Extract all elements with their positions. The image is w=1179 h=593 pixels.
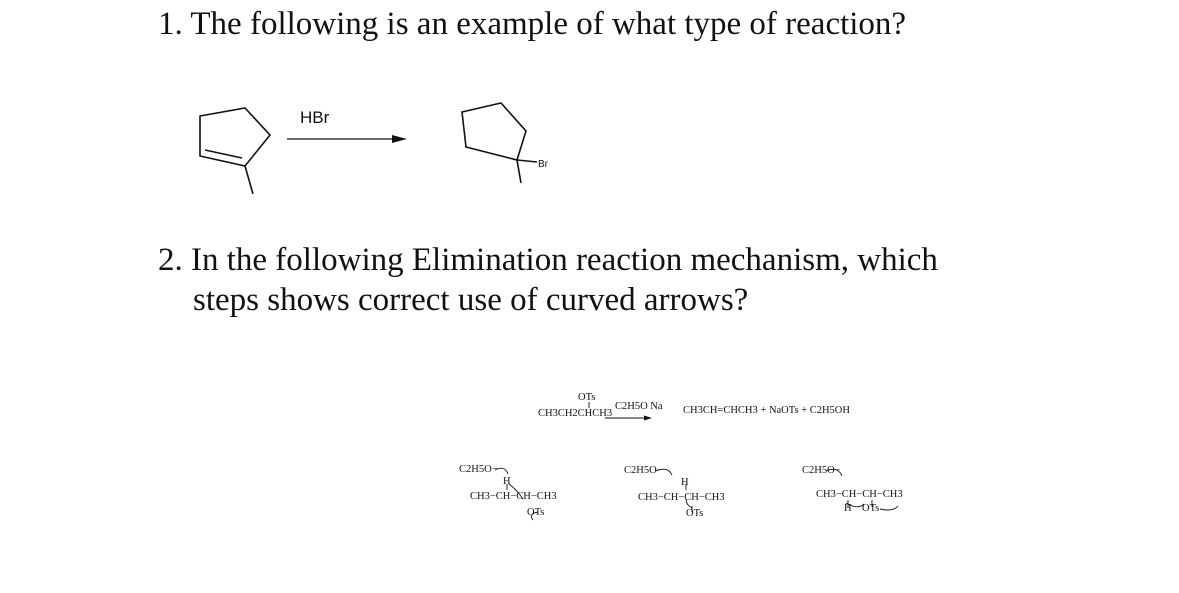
product-substituent-label: Br [538, 159, 548, 170]
option-c-base: C2H5O− [802, 465, 841, 476]
option-c-chain: CH3−CH−CH−CH3 [816, 489, 903, 500]
overall-substrate: CH3CH2CHCH3 [538, 408, 613, 419]
reaction-arrow [287, 135, 407, 143]
option-a-hydrogen: H [503, 476, 511, 487]
overall-leaving-group: OTs [578, 392, 596, 403]
option-a-base: C2H5O− [459, 464, 498, 475]
option-b-base: C2H5O− [624, 465, 663, 476]
question-1-text: 1. The following is an example of what type of reaction? [158, 6, 907, 42]
bromomethylcyclopentane-structure [462, 103, 537, 183]
option-c-leaving-group: OTs [862, 503, 880, 514]
overall-reagent: C2H5O Na [615, 401, 663, 412]
option-b-leaving-group: OTs [686, 508, 704, 519]
option-a-leaving-group: OTs [527, 507, 545, 518]
option-b-chain: CH3−CH−CH−CH3 [638, 492, 725, 503]
option-c-hydrogen: H [844, 503, 852, 514]
question-2-text-line-1: 2. In the following Elimination reaction mechanism, which [158, 242, 938, 278]
overall-products: CH3CH=CHCH3 + NaOTs + C2H5OH [683, 405, 850, 416]
option-b-hydrogen: H [681, 477, 689, 488]
option-a-chain: CH3−CH−CH−CH3 [470, 491, 557, 502]
question-2-text-line-2: steps shows correct use of curved arrows? [193, 282, 749, 318]
cyclopentene-structure [200, 108, 270, 194]
reagent-label: HBr [300, 108, 330, 127]
